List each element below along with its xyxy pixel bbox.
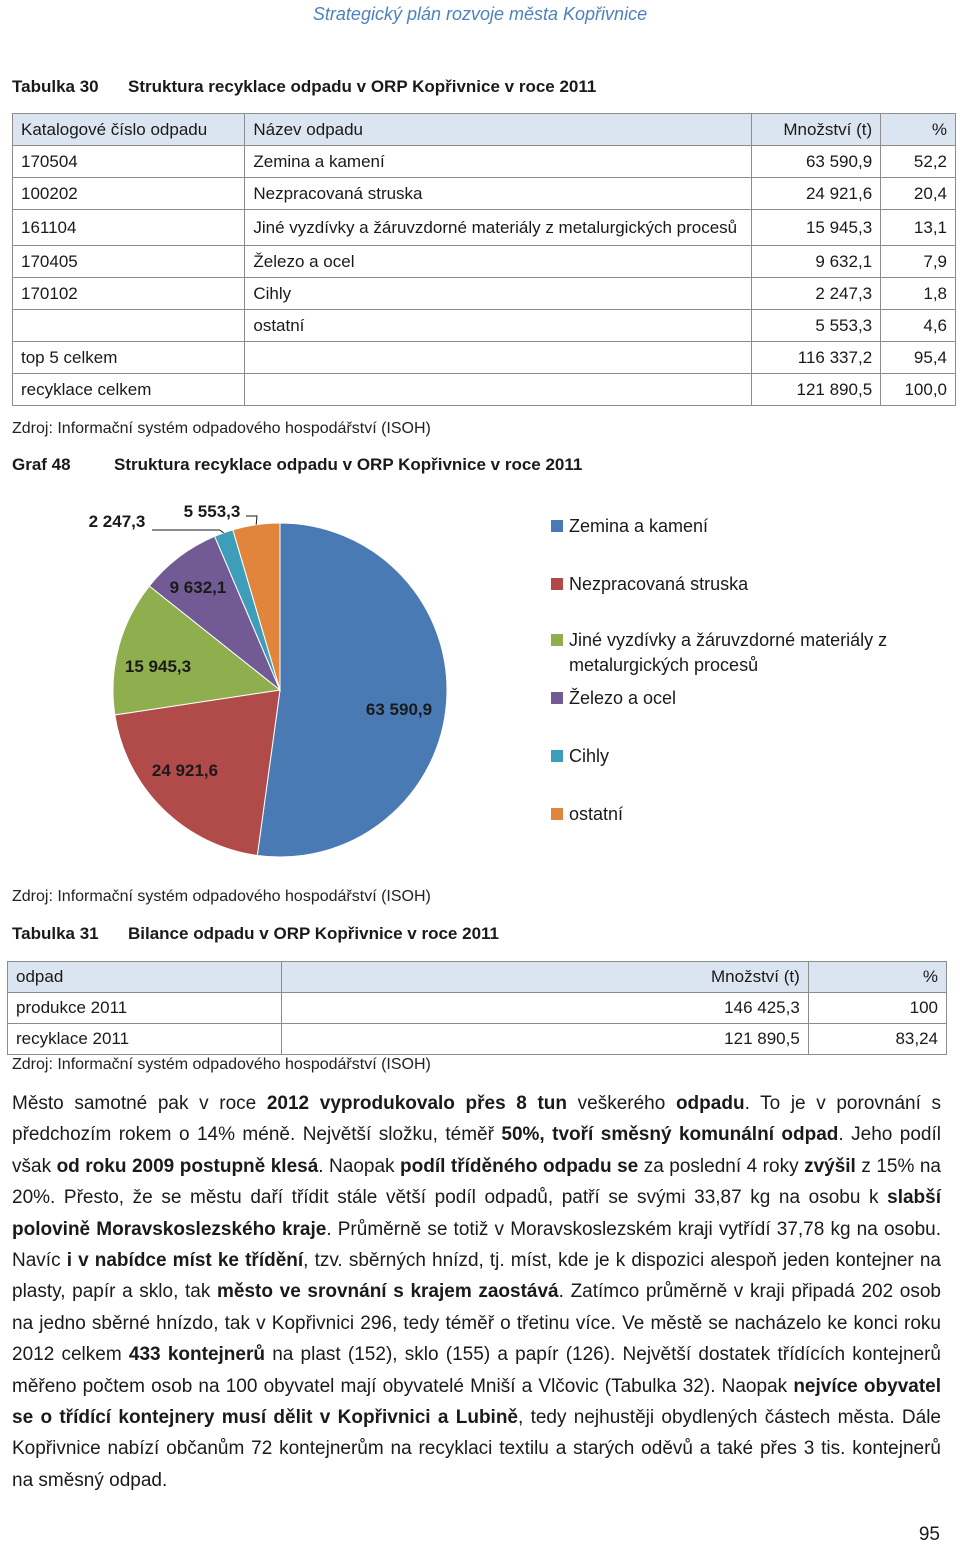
text-run: . To je v porovnání s předchozím rokem o 14% méně. Největší složku, téměř <box>12 1093 941 1146</box>
table-row <box>13 178 956 210</box>
text-run: z 15% na 20%. Přesto, že se městu daří třídit stále větší podíl odpadů, patří se svými 33,87 kg na osobu k <box>12 1155 942 1209</box>
legend-swatch <box>551 634 563 646</box>
cell-amount: 146 425,3 <box>282 993 808 1024</box>
emphasis-text: podíl tříděného odpadu se <box>400 1155 639 1177</box>
table-header-row <box>8 962 947 993</box>
text-run: Město samotné pak v roce <box>12 1093 267 1114</box>
table30-label: Tabulka 30 <box>12 77 99 96</box>
cell-name: Železo a ocel <box>245 246 751 278</box>
emphasis-text: zvýšil <box>804 1155 856 1177</box>
text-run: za poslední 4 roky <box>638 1155 805 1177</box>
cell-percent: 100,0 <box>881 374 956 406</box>
cell-percent: 52,2 <box>881 146 956 178</box>
legend-swatch <box>551 520 563 532</box>
cell-total-label: top 5 celkem <box>13 342 245 374</box>
total-row <box>13 374 956 406</box>
legend-item <box>551 686 899 711</box>
data-label: 24 921,6 <box>151 761 219 780</box>
cell-name: ostatní <box>245 310 751 342</box>
cell-percent: 100 <box>808 993 946 1024</box>
data-label: 2 247,3 <box>88 512 146 531</box>
cell-percent: 83,24 <box>808 1024 946 1055</box>
cell-amount: 121 890,5 <box>282 1024 808 1055</box>
text-run: veškerého <box>567 1093 676 1114</box>
cell-code: 161104 <box>13 210 245 246</box>
data-label: 5 553,3 <box>183 502 241 521</box>
cell-amount: 9 632,1 <box>751 246 880 278</box>
graph48-title: Struktura recyklace odpadu v ORP Kopřivnice v roce 2011 <box>114 455 583 474</box>
col-header-percent: % <box>808 962 946 993</box>
graph48-caption <box>12 455 582 475</box>
legend-item <box>551 744 899 769</box>
text-run: . Zatímco průměrně v kraji připadá 202 osob na jedno sběrné hnízdo, tak v Kopřivnici 296, tedy téměř o třetinu více. Ve městě se nacházelo ke konci roku 2012 celkem <box>12 1281 941 1366</box>
graph48-label: Graf 48 <box>12 455 71 474</box>
cell-code: 170405 <box>13 246 245 278</box>
legend-label: Cihly <box>569 746 610 766</box>
emphasis-text: město ve srovnání s krajem zaostává <box>217 1281 559 1303</box>
col-header-percent: % <box>881 114 956 146</box>
text-run: , tzv. sběrných hnízd, tj. míst, kde je k dispozici alespoň jeden kontejner na plasty, papír a sklo, tak <box>12 1250 941 1303</box>
cell-percent: 4,6 <box>881 310 956 342</box>
col-header-name: Název odpadu <box>245 114 751 146</box>
legend-swatch <box>551 692 563 704</box>
emphasis-text: i v nabídce míst ke třídění <box>66 1250 304 1272</box>
table31-source: Zdroj: Informační systém odpadového hospodářství (ISOH) <box>12 1056 431 1073</box>
cell-empty <box>245 342 751 374</box>
legend-item <box>551 628 899 678</box>
legend-label: ostatní <box>569 804 624 824</box>
cell-amount: 5 553,3 <box>751 310 880 342</box>
col-header-amount: Množství (t) <box>282 962 808 993</box>
text-run: . Průměrně se totiž v Moravskoslezském kraji vytřídí 37,78 kg na osobu. Navíc <box>12 1218 942 1272</box>
graph48-source: Zdroj: Informační systém odpadového hospodářství (ISOH) <box>12 888 431 905</box>
emphasis-text: 2012 vyprodukovalo přes 8 tun <box>266 1093 568 1114</box>
data-label: 63 590,9 <box>365 700 433 719</box>
legend-swatch <box>551 578 563 590</box>
cell-code: 100202 <box>13 178 245 210</box>
slice-zemina <box>257 523 447 857</box>
legend-item <box>551 514 899 539</box>
table-row <box>13 210 956 246</box>
cell-percent: 95,4 <box>881 342 956 374</box>
cell-name: Nezpracovaná struska <box>245 178 751 210</box>
cell-percent: 7,9 <box>881 246 956 278</box>
total-row <box>13 342 956 374</box>
text-run: . Jeho podíl však <box>12 1124 941 1177</box>
cell-percent: 20,4 <box>881 178 956 210</box>
pie-chart-area <box>0 490 960 870</box>
legend-item <box>551 802 899 827</box>
data-label: 9 632,1 <box>169 578 227 597</box>
cell-code: 170102 <box>13 278 245 310</box>
cell-name: Zemina a kamení <box>245 146 751 178</box>
cell-amount: 121 890,5 <box>751 374 880 406</box>
table31-label: Tabulka 31 <box>12 924 99 943</box>
cell-amount: 116 337,2 <box>751 342 880 374</box>
cell-code <box>13 310 245 342</box>
emphasis-text: odpadu <box>675 1093 745 1114</box>
cell-name: Cihly <box>245 278 751 310</box>
cell-amount: 15 945,3 <box>751 210 880 246</box>
legend-label: Jiné vyzdívky a žáruvzdorné materiály z metalurgických procesů <box>569 630 888 675</box>
cell-amount: 63 590,9 <box>751 146 880 178</box>
cell-empty <box>245 374 751 406</box>
table30 <box>12 113 956 406</box>
text-run: na plast (152), sklo (155) a papír (126). Největší dostatek třídících kontejnerů měřeno počtem osob na 100 obyvatel mají obyvatelé Mniší a Vlčovic (Tabulka 32). Naopak <box>12 1344 941 1397</box>
table30-caption <box>12 77 596 97</box>
cell-code: 170504 <box>13 146 245 178</box>
cell-total-label: recyklace celkem <box>13 374 245 406</box>
legend-swatch <box>551 750 563 762</box>
cell-waste: recyklace 2011 <box>8 1024 282 1055</box>
text-run: . Naopak <box>318 1155 401 1177</box>
cell-name: Jiné vyzdívky a žáruvzdorné materiály z metalurgických procesů <box>245 210 751 246</box>
data-label: 15 945,3 <box>124 657 192 676</box>
table30-title: Struktura recyklace odpadu v ORP Kopřivnice v roce 2011 <box>128 77 597 96</box>
running-header: Strategický plán rozvoje města Kopřivnice <box>312 4 648 24</box>
table30-source: Zdroj: Informační systém odpadového hospodářství (ISOH) <box>12 420 431 437</box>
emphasis-text: slabší polovině Moravskoslezského kraje <box>12 1187 941 1240</box>
table31-caption <box>12 924 499 944</box>
page-number: 95 <box>918 1524 940 1545</box>
cell-amount: 2 247,3 <box>751 278 880 310</box>
col-header-waste: odpad <box>8 962 282 993</box>
legend-label: Nezpracovaná struska <box>569 574 749 594</box>
cell-percent: 13,1 <box>881 210 956 246</box>
emphasis-text: nejvíce obyvatel se o třídící kontejnery musí dělit v Kopřivnici a Lubině <box>12 1375 941 1429</box>
cell-percent: 1,8 <box>881 278 956 310</box>
legend-label: Zemina a kamení <box>569 516 709 536</box>
cell-amount: 24 921,6 <box>751 178 880 210</box>
legend-item <box>551 572 899 597</box>
table-header-row <box>13 114 956 146</box>
leader-line-cihly <box>152 530 224 533</box>
legend-label: Železo a ocel <box>569 688 677 708</box>
table-row <box>8 1024 947 1055</box>
col-header-code: Katalogové číslo odpadu <box>13 114 245 146</box>
legend-swatch <box>551 808 563 820</box>
text-run: , tedy nejhustěji obydlených částech města. Dále Kopřivnice nabízí občanům 72 kontejnerům na recyklaci textilu a starých oděvů a také přes 3 tis. kontejnerů na směsný odpad. <box>12 1407 941 1491</box>
table31 <box>7 961 947 1055</box>
cell-waste: produkce 2011 <box>8 993 282 1024</box>
leader-line-ostatni <box>246 516 257 525</box>
emphasis-text: 50%, tvoří směsný komunální odpad <box>501 1124 839 1146</box>
table-row <box>13 246 956 278</box>
table-row <box>13 278 956 310</box>
emphasis-text: od roku 2009 postupně klesá <box>56 1155 319 1177</box>
table-row <box>13 310 956 342</box>
body-paragraph <box>12 1088 941 1496</box>
table-row <box>8 993 947 1024</box>
table-row <box>13 146 956 178</box>
col-header-amount: Množství (t) <box>751 114 880 146</box>
table31-title: Bilance odpadu v ORP Kopřivnice v roce 2011 <box>128 924 499 943</box>
emphasis-text: 433 kontejnerů <box>128 1344 265 1366</box>
